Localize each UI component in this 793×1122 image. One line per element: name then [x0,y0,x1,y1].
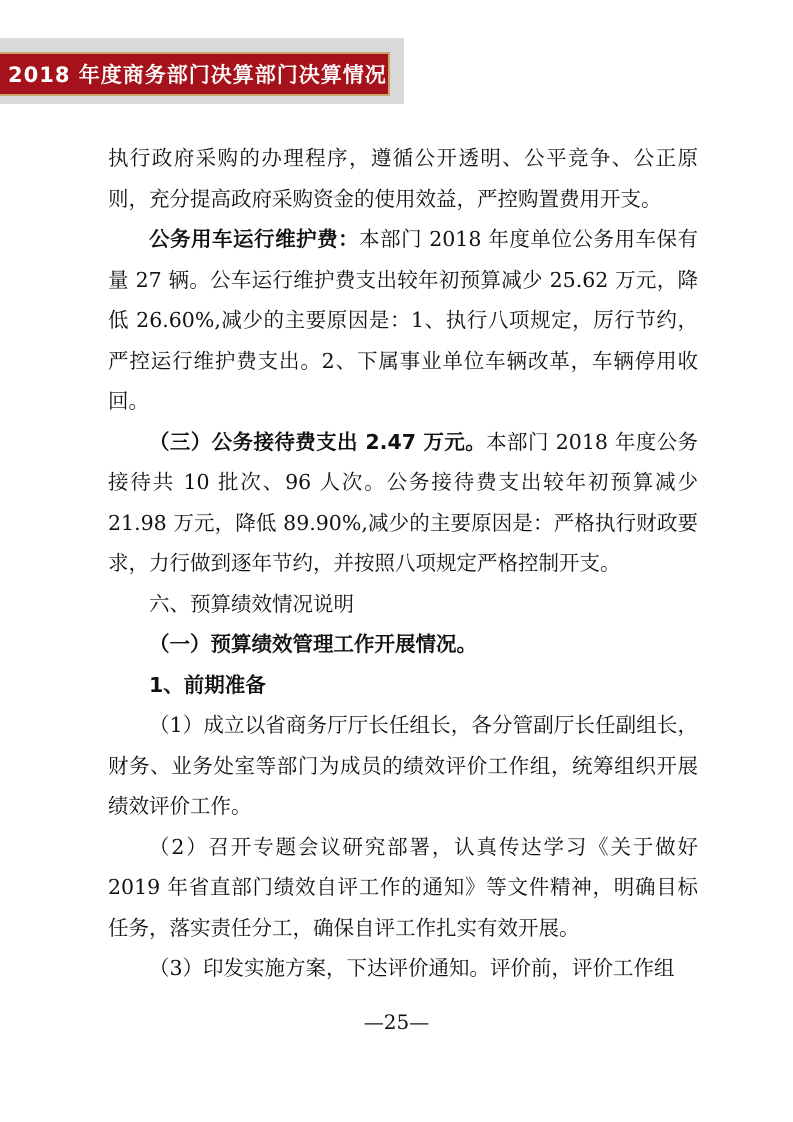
section-heading [108,584,698,625]
subsection-heading-text: （一）预算绩效管理工作开展情况。 [149,632,477,656]
item-heading-text: 1、前期准备 [149,672,266,697]
paragraph-text: （3）印发实施方案，下达评价通知。评价前，评价工作组 [149,956,675,980]
header-banner [0,52,390,96]
paragraph-item-2 [108,827,698,949]
paragraph-text: 本部门 2018 年度单位公务用车保有量 27 辆。公车运行维护费支出较年初预算减少 25.62 万元，降低 26.60%,减少的主要原因是：1、执行八项规定，厉行节约，严控运行维护费支出。2、下属事业单位车辆改革，车辆停用收回。 [108,227,699,413]
page-number: —25— [363,1010,430,1034]
paragraph-item-3 [108,948,698,989]
paragraph-text: 执行政府采购的办理程序，遵循公开透明、公平竞争、公正原则，充分提高政府采购资金的使用效益，严控购置费用开支。 [108,146,698,211]
paragraph-procurement [108,138,698,219]
header-title: 2018 年度商务部门决算部门决算情况 [8,63,387,87]
section-heading-text: 六、预算绩效情况说明 [149,591,354,616]
paragraph-lead: （三）公务接待费支出 2.47 万元。 [149,429,487,454]
paragraph-text: 本部门 2018 年度公务接待共 10 批次、96 人次。公务接待费支出较年初预算减少 21.98 万元，降低 89.90%,减少的主要原因是：严格执行财政要求，力行做到逐年节约，并按照八项规定严格控制开支。 [108,429,698,575]
paragraph-text: （1）成立以省商务厅厅长任组长，各分管副厅长任副组长，财务、业务处室等部门为成员的绩效评价工作组，统筹组织开展绩效评价工作。 [108,713,698,818]
document-body [108,138,698,989]
paragraph-reception [108,422,698,584]
paragraph-vehicle-maintenance [108,219,698,422]
paragraph-lead: 公务用车运行维护费： [149,227,360,251]
subsection-heading [108,624,698,665]
paragraph-text: （2）召开专题会议研究部署，认真传达学习《关于做好 2019 年省直部门绩效自评工作的通知》等文件精神，明确目标任务，落实责任分工，确保自评工作扎实有效开展。 [108,834,698,940]
item-heading [108,665,698,706]
paragraph-item-1 [108,705,698,827]
